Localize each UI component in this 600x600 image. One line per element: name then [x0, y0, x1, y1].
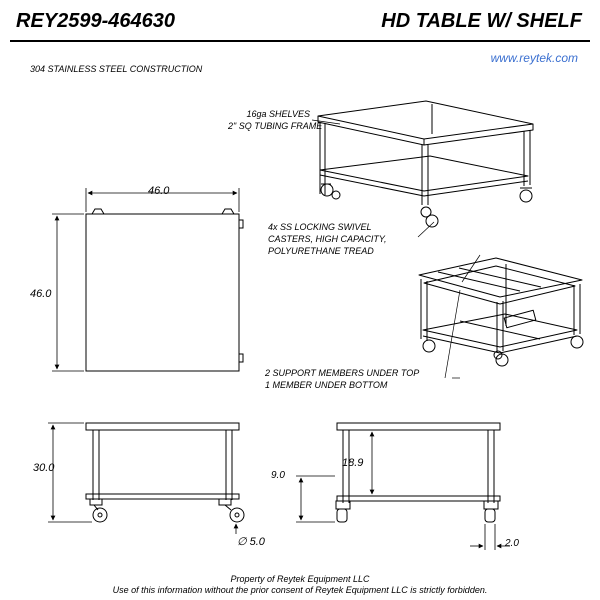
footer-line2: Use of this information without the prior consent of Reytek Equipment LLC is strictly forbidden. [112, 585, 488, 595]
front-view [86, 423, 244, 522]
website-link[interactable]: www.reytek.com [490, 51, 578, 65]
height-dimension [48, 423, 92, 522]
caster-offset-dimension [470, 524, 510, 550]
shelf-height-dimension [296, 476, 335, 522]
wheel-diameter-value: ∅ 5.0 [237, 536, 265, 548]
isometric-table [318, 101, 533, 227]
casters-note-line1: 4x SS LOCKING SWIVEL [268, 222, 372, 232]
inner-height-value: 18.9 [342, 457, 364, 469]
part-number: REY2599-464630 [16, 10, 176, 32]
isometric-frame [419, 258, 583, 366]
top-view [86, 209, 243, 371]
casters-leader [418, 222, 434, 237]
shelf-height-value: 9.0 [271, 470, 285, 481]
depth-value: 46.0 [30, 288, 52, 300]
width-value: 46.0 [148, 185, 170, 197]
depth-dimension [52, 214, 84, 371]
casters-note-line3: POLYURETHANE TREAD [268, 246, 374, 256]
casters-note-line2: CASTERS, HIGH CAPACITY, [268, 234, 387, 244]
footer [0, 574, 600, 596]
shelves-note-line1: 16ga SHELVES [246, 109, 310, 119]
support-note-line1: 2 SUPPORT MEMBERS UNDER TOP [265, 368, 420, 378]
construction-note: 304 STAINLESS STEEL CONSTRUCTION [30, 64, 203, 74]
support-note-line2: 1 MEMBER UNDER BOTTOM [265, 380, 388, 390]
shelves-note [228, 108, 323, 132]
height-value: 30.0 [33, 462, 55, 474]
side-view [336, 423, 500, 522]
casters-note [268, 221, 387, 257]
support-leader [445, 290, 460, 378]
shelves-note-line2: 2" SQ TUBING FRAME [228, 121, 323, 131]
product-name: HD TABLE W/ SHELF [381, 10, 582, 32]
support-note [265, 367, 419, 391]
footer-line1: Property of Reytek Equipment LLC [230, 574, 370, 584]
caster-offset-value: 2.0 [505, 538, 519, 549]
